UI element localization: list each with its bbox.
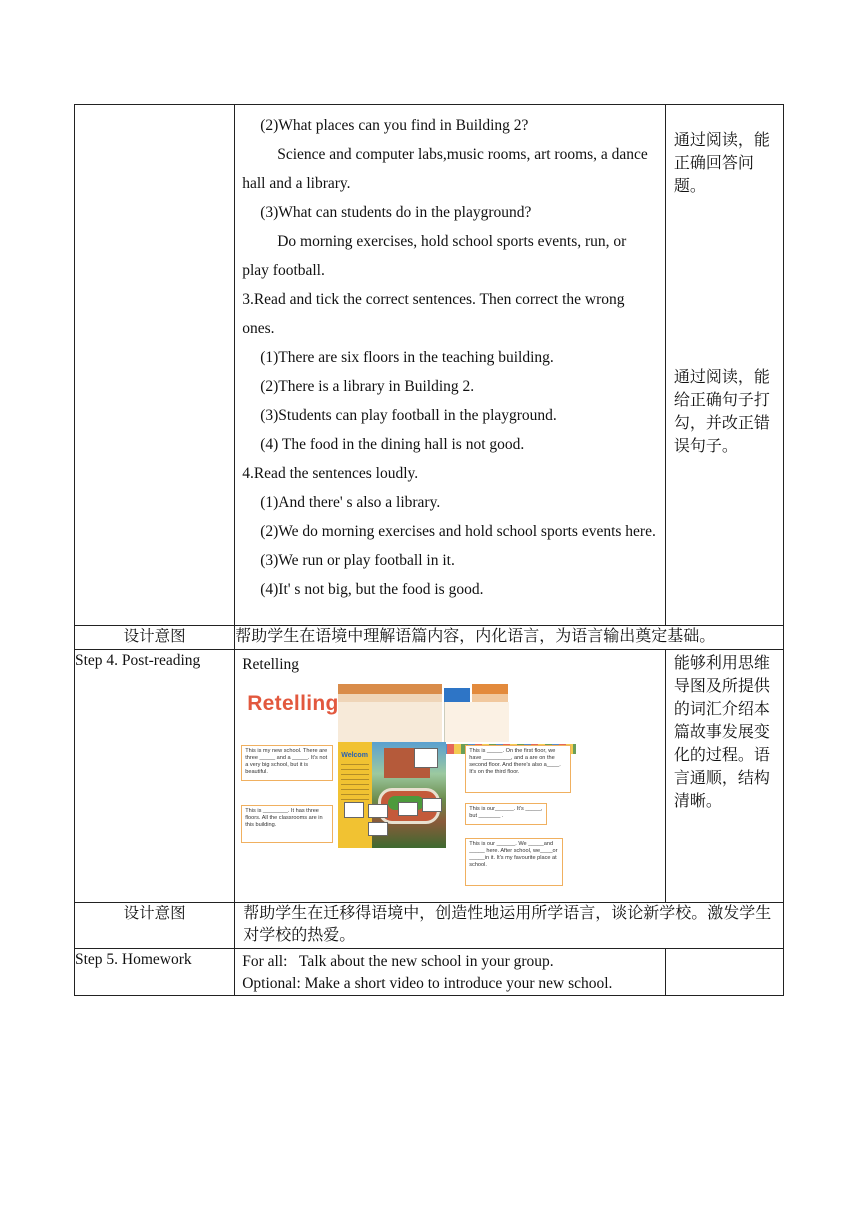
rubric-table-image bbox=[338, 684, 514, 742]
task3-title: 3.Read and tick the correct sentences. Then correct the wrong ones. bbox=[242, 291, 625, 337]
task4-item: (4)It' s not big, but the food is good. bbox=[260, 581, 484, 598]
step4-row bbox=[75, 650, 784, 903]
reading-content-cell bbox=[235, 105, 666, 626]
homework-for-all: For all: Talk about the new school in your group. bbox=[242, 953, 554, 970]
design-intent-row-1 bbox=[75, 626, 784, 650]
retelling-slide bbox=[241, 684, 571, 888]
card-bottom-right: This is our ______. We _____and _____ here. After school, we____or _____in it. It's my favourite place at school. bbox=[465, 838, 563, 886]
design-intent-label: 设计意图 bbox=[75, 626, 235, 650]
design-intent-text: 帮助学生在语境中理解语篇内容，内化语言，为语言输出奠定基础。 bbox=[235, 626, 784, 650]
step5-content-cell bbox=[235, 949, 666, 996]
task4-item: (1)And there' s also a library. bbox=[260, 494, 441, 511]
card-mid-left: This is ________. It has three floors. All the classrooms are in this building. bbox=[241, 805, 333, 843]
notes-cell bbox=[665, 105, 783, 626]
note-answer-questions: 通过阅读，能正确回答问题。 bbox=[673, 132, 770, 195]
card-top-left: This is my new school. There are three _____ and a _____. It's not a very big school, but it is beautiful. bbox=[241, 745, 333, 781]
task4-item: (3)We run or play football in it. bbox=[260, 552, 455, 569]
question-3: (3)What can students do in the playground? bbox=[260, 204, 532, 221]
answer-2: Science and computer labs,music rooms, art rooms, a dance hall and a library. bbox=[242, 146, 648, 192]
task4-item: (2)We do morning exercises and hold school sports events here. bbox=[260, 523, 656, 540]
task4-title: 4.Read the sentences loudly. bbox=[242, 465, 419, 482]
reading-tasks-row bbox=[75, 105, 784, 626]
card-top-right: This is _____. On the first floor, we have _________, and a are on the second floor. And there's also a____. It's on the third floor. bbox=[465, 745, 571, 793]
card-mid-right: This is our______. It's _____, but _______ . bbox=[465, 803, 547, 825]
task3-item: (2)There is a library in Building 2. bbox=[260, 378, 475, 395]
note-post-reading: 能够利用思维导图及所提供的词汇介绍本篇故事发展变化的过程。语言通顺，结构清晰。 bbox=[673, 655, 770, 810]
homework-optional: Optional: Make a short video to introduce your new school. bbox=[242, 975, 613, 992]
question-2: (2)What places can you find in Building 2? bbox=[260, 117, 529, 134]
empty-step-cell bbox=[75, 105, 235, 626]
lesson-plan-table bbox=[74, 104, 784, 996]
note-tick-sentences: 通过阅读，能给正确句子打勾，并改正错误句子。 bbox=[673, 369, 770, 455]
task3-item: (4) The food in the dining hall is not good. bbox=[260, 436, 525, 453]
slide-title: Retelling bbox=[247, 692, 339, 715]
step5-row bbox=[75, 949, 784, 996]
step5-label: Step 5. Homework bbox=[75, 949, 235, 996]
answer-3: Do morning exercises, hold school sports events, run, or play football. bbox=[242, 233, 627, 279]
task3-item: (1)There are six floors in the teaching building. bbox=[260, 349, 554, 366]
retelling-heading: Retelling bbox=[242, 656, 300, 673]
step4-content-cell bbox=[235, 650, 666, 903]
step4-notes-cell bbox=[665, 650, 783, 903]
welcome-text: Welcom bbox=[341, 752, 368, 759]
design-intent-text: 帮助学生在迁移得语境中，创造性地运用所学语言，谈论新学校。激发学生对学校的热爱。 bbox=[235, 903, 784, 949]
design-intent-label: 设计意图 bbox=[75, 903, 235, 949]
school-campus-photo bbox=[338, 742, 446, 848]
step5-notes-cell bbox=[665, 949, 783, 996]
task3-item: (3)Students can play football in the playground. bbox=[260, 407, 557, 424]
step4-label: Step 4. Post-reading bbox=[75, 650, 235, 903]
design-intent-row-2 bbox=[75, 903, 784, 949]
